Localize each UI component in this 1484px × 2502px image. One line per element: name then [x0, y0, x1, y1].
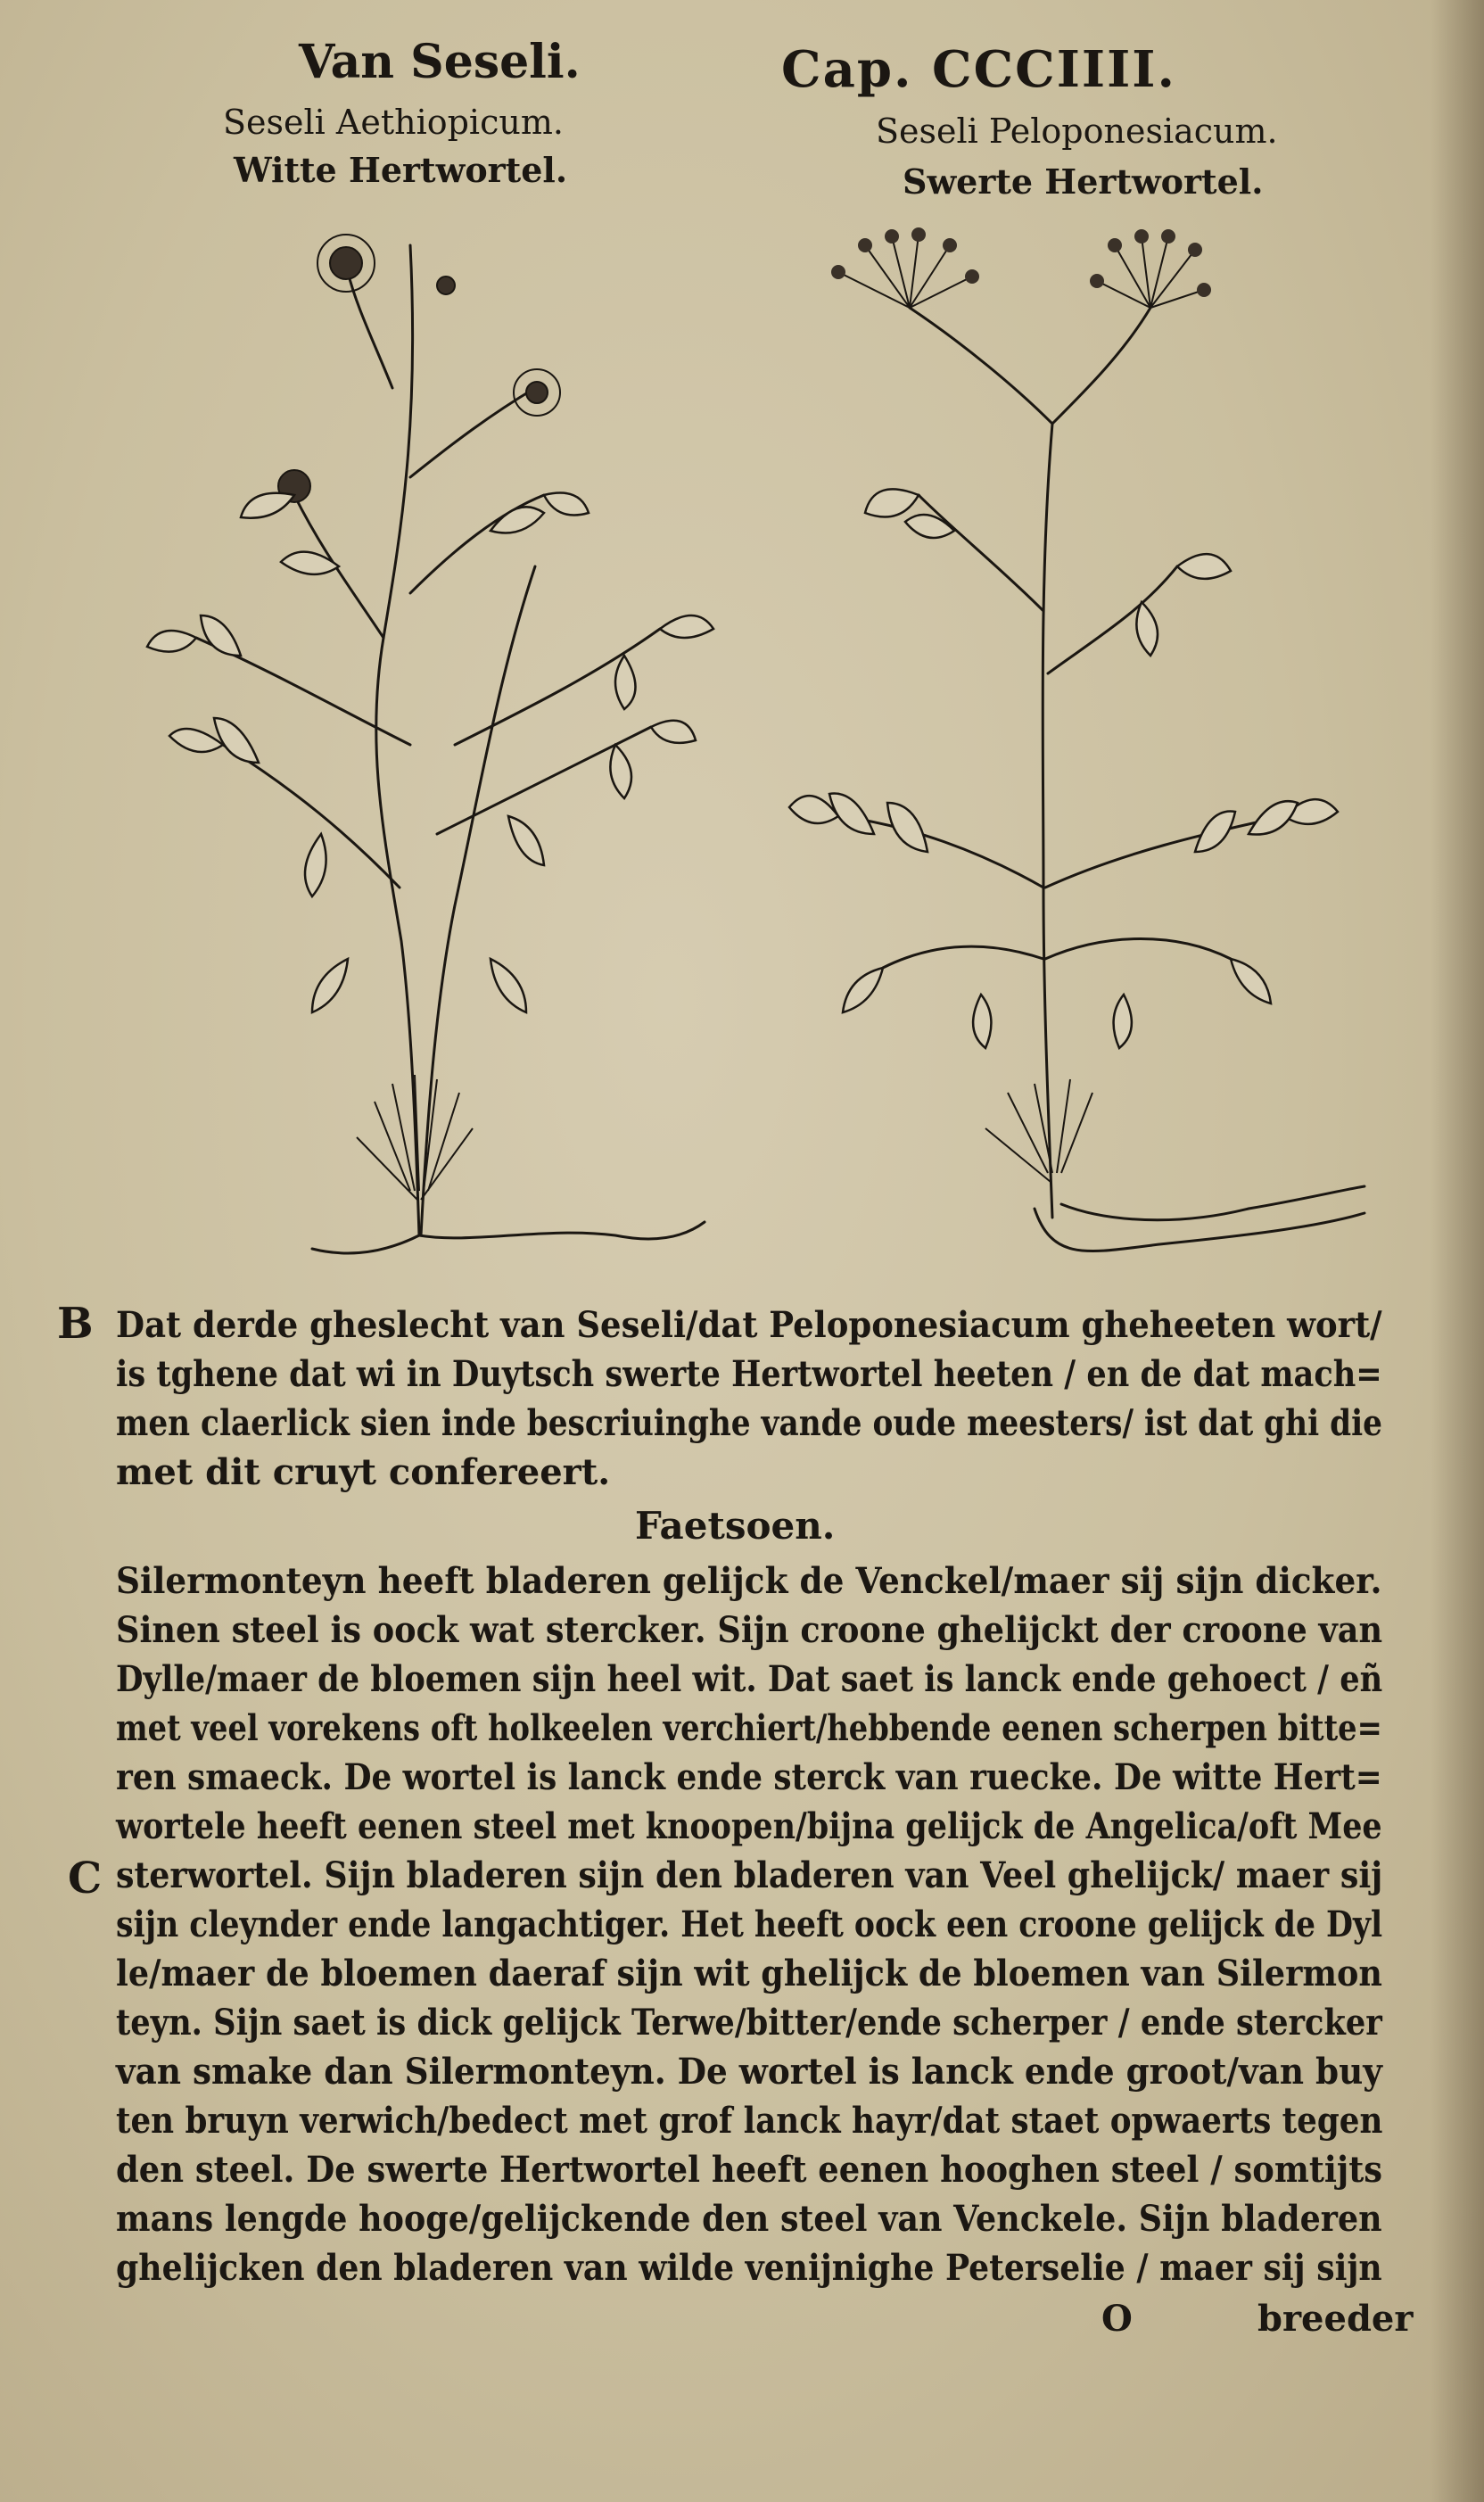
text-line: met veel vorekens oft holkeelen verchiert/hebbende eenen scherpen bitte=	[116, 1707, 1382, 1749]
section-heading: Faetsoen.	[635, 1504, 836, 1548]
text-line: Dat derde gheslecht van Seseli/dat Peloponesiacum gheheeten wort/	[116, 1304, 1382, 1346]
text-line: men claerlick sien inde bescriuinghe vande oude meesters/ ist dat ghi die	[116, 1402, 1382, 1444]
paragraph-description	[116, 1557, 1382, 2292]
text-line: den steel. De swerte Hertwortel heeft eenen hooghen steel / somtijts	[116, 2149, 1383, 2191]
running-title: Van Seseli.	[299, 35, 581, 89]
woodcut-illustration-left	[116, 210, 722, 1280]
text-line: Sinen steel is oock wat stercker. Sijn croone ghelijckt der croone van	[116, 1609, 1383, 1651]
page-edge-shadow	[1430, 0, 1484, 2502]
margin-letter-c: C	[68, 1854, 103, 1903]
paragraph-intro	[116, 1301, 1382, 1497]
text-line: met dit cruyt confereert.	[116, 1451, 611, 1493]
text-line: Silermonteyn heeft bladeren gelijck de Venckel/maer sij sijn dicker.	[116, 1560, 1382, 1602]
text-line: is tghene dat wi in Duytsch swerte Hertwortel heeten / en de dat mach=	[116, 1353, 1382, 1395]
catchword: breeder	[1257, 2298, 1414, 2340]
text-line: van smake dan Silermonteyn. De wortel is lanck ende groot/van buy	[116, 2051, 1382, 2093]
chapter-number: Cap. CCCIIII.	[781, 40, 1176, 99]
left-plant-dutch-name: Witte Hertwortel.	[234, 150, 568, 190]
text-line: teyn. Sijn saet is dick gelijck Terwe/bitter/ende scherper / ende stercker	[116, 2002, 1382, 2044]
text-line: Dylle/maer de bloemen sijn heel wit. Dat saet is lanck ende gehoect / eñ	[116, 1658, 1383, 1700]
text-line: sterwortel. Sijn bladeren sijn den bladeren van Veel ghelijck/ maer sij	[116, 1854, 1383, 1896]
woodcut-illustration-right	[785, 210, 1391, 1280]
text-line: ten bruyn verwich/bedect met grof lanck hayr/dat staet opwaerts tegen	[116, 2100, 1383, 2142]
text-line: le/maer de bloemen daeraf sijn wit ghelijck de bloemen van Silermon	[116, 1953, 1382, 1994]
margin-letter-b: B	[57, 1299, 94, 1349]
text-line: ren smaeck. De wortel is lanck ende sterck van ruecke. De witte Hert=	[116, 1756, 1382, 1798]
text-line: mans lengde hooge/gelijckende den steel van Venckele. Sijn bladeren	[116, 2198, 1382, 2240]
text-line: sijn cleynder ende langachtiger. Het heeft oock een croone gelijck de Dyl	[116, 1903, 1383, 1945]
left-plant-latin-name: Seseli Aethiopicum.	[223, 103, 564, 142]
signature-mark: O	[1101, 2298, 1133, 2340]
text-line: ghelijcken den bladeren van wilde venijnighe Peterselie / maer sij sijn	[116, 2247, 1382, 2289]
right-plant-latin-name: Seseli Peloponesiacum.	[876, 111, 1278, 151]
text-line: wortele heeft eenen steel met knoopen/bijna gelijck de Angelica/oft Mee	[116, 1805, 1382, 1847]
right-plant-dutch-name: Swerte Hertwortel.	[903, 161, 1264, 202]
